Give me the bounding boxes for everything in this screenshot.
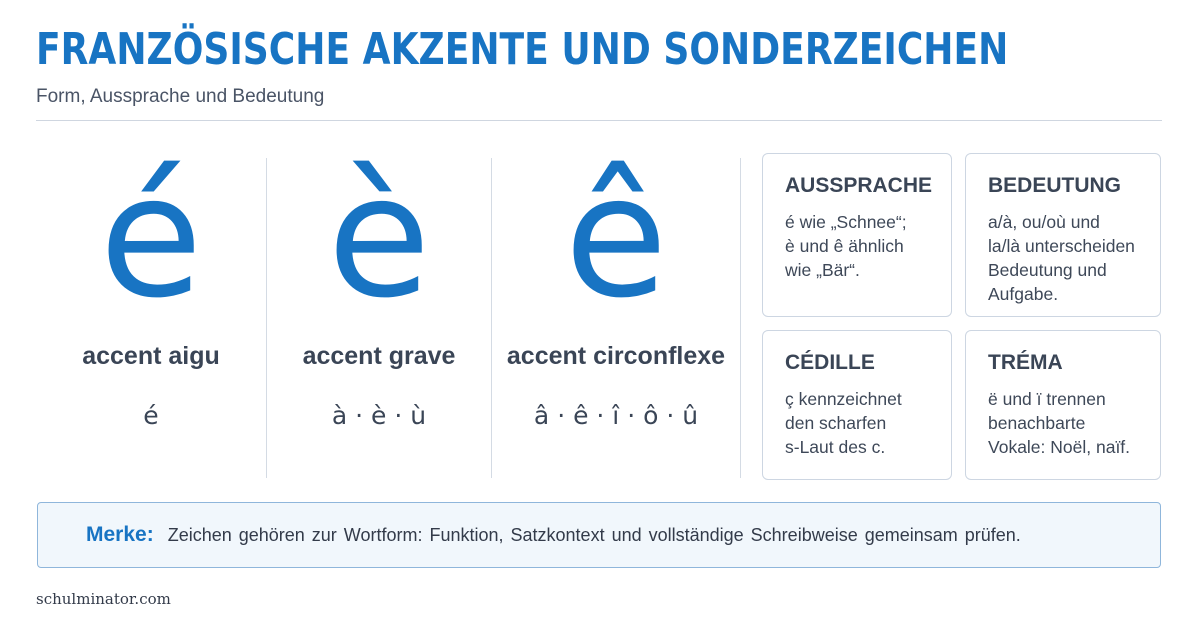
card-bedeutung — [965, 153, 1161, 317]
note-label: Merke: — [86, 523, 154, 546]
card-text: é wie „Schnee“; è und ê ähnlich wie „Bär“. — [785, 212, 907, 280]
column-divider — [740, 158, 741, 478]
accent-glyph-circonflexe: ê — [564, 139, 668, 335]
accent-column-aigu — [36, 139, 266, 478]
card-title: BEDEUTUNG — [988, 174, 1122, 197]
card-title: AUSSPRACHE — [785, 174, 933, 197]
accent-letters-circonflexe: â · ê · î · ô · û — [533, 401, 699, 430]
page-title: FRANZÖSISCHE AKZENTE UND SONDERZEICHEN — [36, 24, 1009, 75]
accent-column-grave — [267, 139, 491, 478]
accent-letters-aigu: é — [143, 401, 159, 430]
accent-glyph-grave: è — [327, 139, 431, 335]
card-text: ë und ï trennen benachbarte Vokale: Noël, naïf. — [988, 389, 1131, 457]
card-text: a/à, ou/où und la/là unterscheiden Bedeutung und Aufgabe. — [988, 212, 1135, 304]
accent-letters-grave: à · è · ù — [331, 401, 427, 430]
footer-source[interactable]: schulminator.com — [36, 590, 171, 608]
accent-column-circonflexe — [492, 139, 740, 478]
card-aussprache — [762, 153, 952, 317]
page-subtitle: Form, Aussprache und Bedeutung — [36, 86, 325, 107]
header-divider — [36, 120, 1162, 121]
accent-name-circonflexe: accent circonflexe — [506, 342, 726, 370]
accent-glyph-aigu: é — [99, 139, 203, 335]
card-title: TRÉMA — [988, 351, 1063, 374]
card-cedille — [762, 330, 952, 480]
accent-name-aigu: accent aigu — [82, 342, 220, 370]
card-title: CÉDILLE — [785, 351, 875, 374]
note-text: Zeichen gehören zur Wortform: Funktion, Satzkontext und vollständige Schreibweise gemeinsam prüfen. — [167, 524, 1021, 545]
card-trema — [965, 330, 1161, 480]
note-box — [37, 502, 1161, 568]
card-text: ç kennzeichnet den scharfen s-Laut des c. — [785, 389, 902, 457]
accent-name-grave: accent grave — [302, 342, 456, 370]
